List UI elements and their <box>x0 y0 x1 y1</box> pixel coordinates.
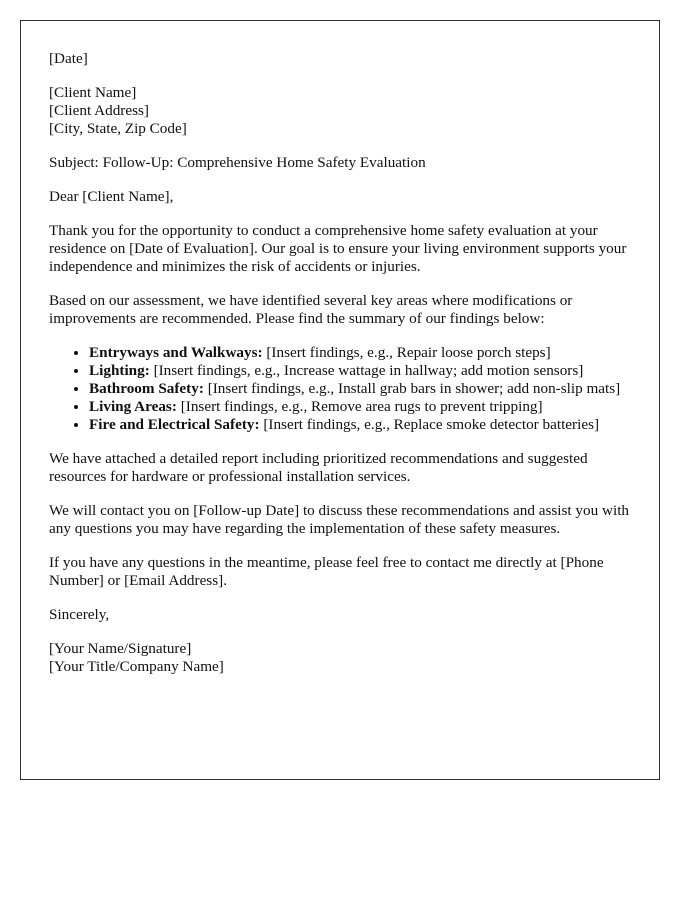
finding-label: Living Areas: <box>89 398 177 415</box>
followup-paragraph: We will contact you on [Follow-up Date] to discuss these recommendations and assist you with any questions you may have regarding the implementation of these safety measures. <box>49 502 630 537</box>
finding-text: [Insert findings, e.g., Repair loose porch steps] <box>262 344 551 361</box>
finding-item <box>89 344 631 362</box>
finding-text: [Insert findings, e.g., Replace smoke detector batteries] <box>259 416 600 433</box>
finding-label: Bathroom Safety: <box>89 380 204 397</box>
finding-item <box>89 380 631 398</box>
finding-item <box>89 416 631 434</box>
signature-title: [Your Title/Company Name] <box>49 658 224 675</box>
finding-item <box>89 398 631 416</box>
finding-label: Entryways and Walkways: <box>89 344 263 361</box>
signature-block <box>49 640 631 676</box>
recipient-name: [Client Name] <box>49 84 137 101</box>
signature-name: [Your Name/Signature] <box>49 640 192 657</box>
recipient-city-state-zip: [City, State, Zip Code] <box>49 120 187 137</box>
finding-text: [Insert findings, e.g., Increase wattage in hallway; add motion sensors] <box>149 362 584 379</box>
subject-line: Subject: Follow-Up: Comprehensive Home Safety Evaluation <box>49 154 426 171</box>
recipient-address: [Client Address] <box>49 102 149 119</box>
findings-list <box>49 344 631 434</box>
letter-page <box>20 20 660 780</box>
finding-text: [Insert findings, e.g., Install grab bars in shower; add non-slip mats] <box>203 380 621 397</box>
report-paragraph: We have attached a detailed report including prioritized recommendations and suggested resources for hardware or professional installation services. <box>49 450 588 485</box>
recipient-block <box>49 84 631 138</box>
assessment-paragraph: Based on our assessment, we have identified several key areas where modifications or improvements are recommended. Please find the summary of our findings below: <box>49 292 573 327</box>
contact-paragraph: If you have any questions in the meantime, please feel free to contact me directly at [Phone Number] or [Email Address]. <box>49 554 604 589</box>
salutation: Dear [Client Name], <box>49 188 174 205</box>
finding-label: Fire and Electrical Safety: <box>89 416 260 433</box>
letter-date: [Date] <box>49 50 88 67</box>
finding-text: [Insert findings, e.g., Remove area rugs to prevent tripping] <box>176 398 543 415</box>
signoff: Sincerely, <box>49 606 110 623</box>
intro-paragraph: Thank you for the opportunity to conduct a comprehensive home safety evaluation at your residence on [Date of Evaluation]. Our goal is to ensure your living environment supports your independence and minimizes the risk of accidents or injuries. <box>49 222 627 275</box>
finding-label: Lighting: <box>89 362 150 379</box>
finding-item <box>89 362 631 380</box>
